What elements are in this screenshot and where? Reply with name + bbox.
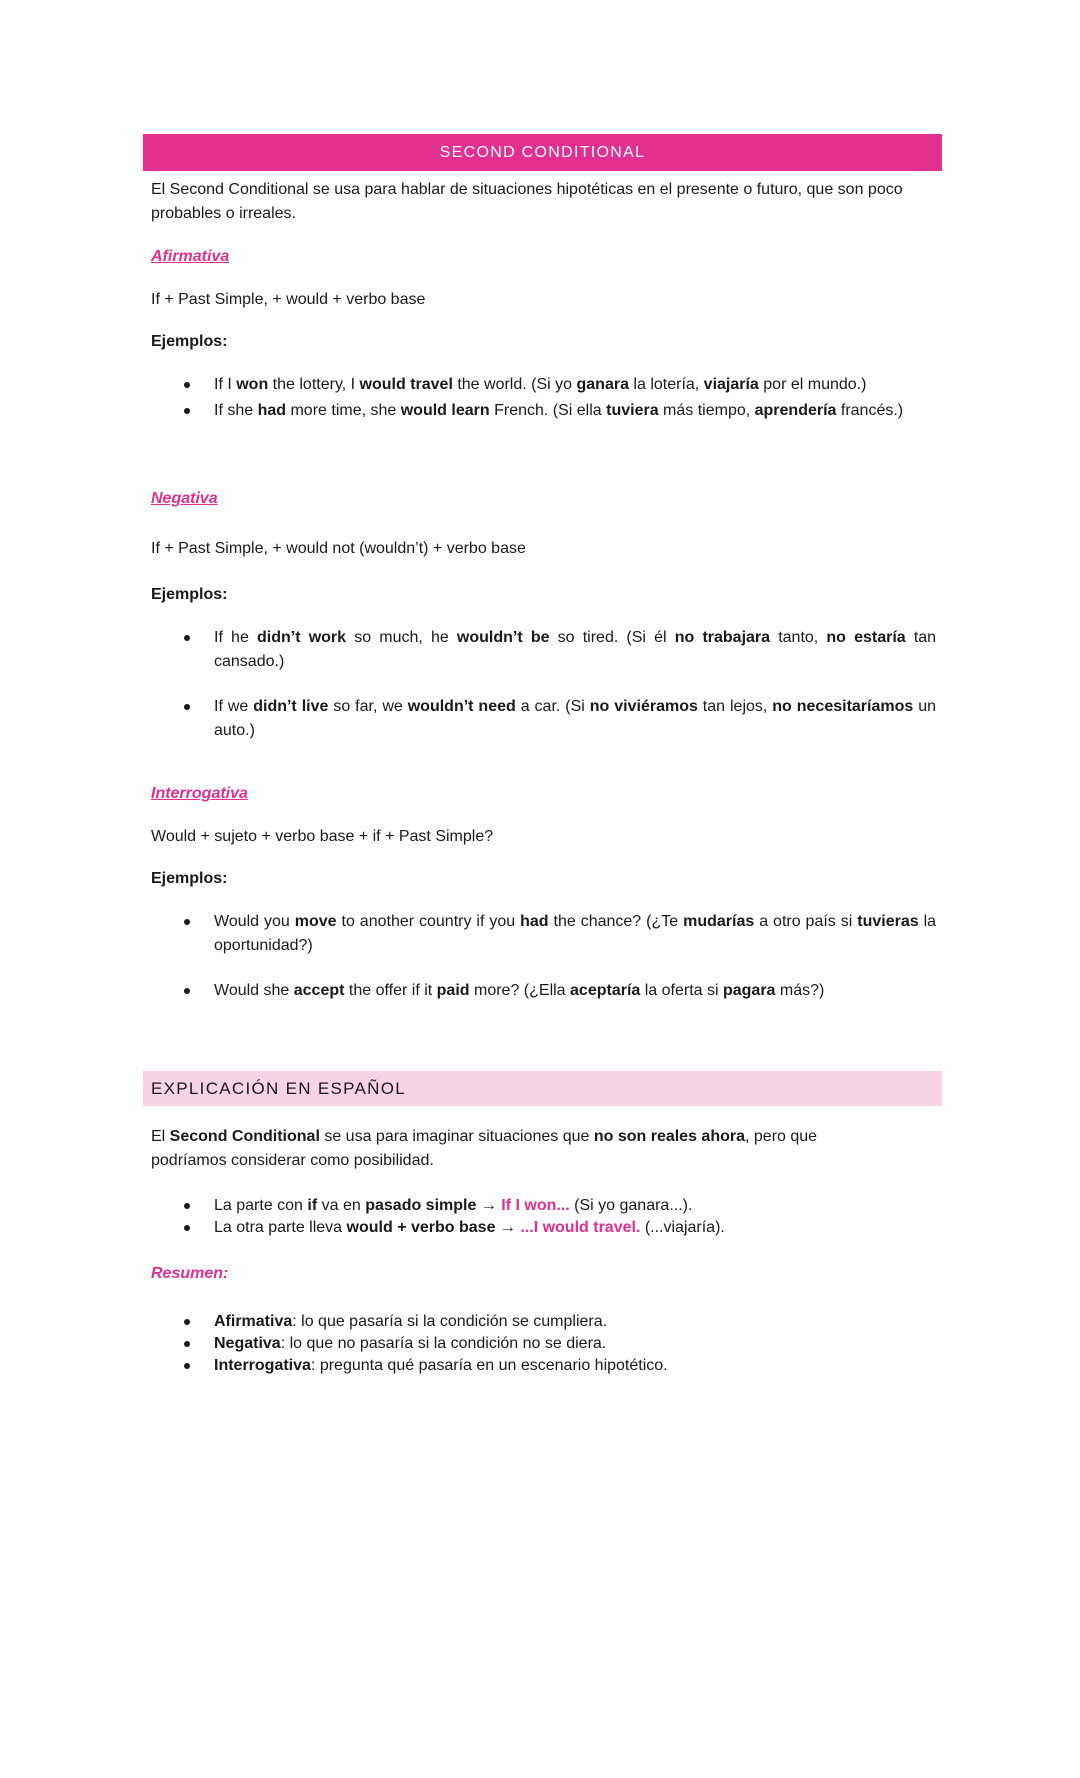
negativa-examples-label: Ejemplos:	[151, 586, 228, 603]
explicacion-banner: EXPLICACIÓN EN ESPAÑOL	[143, 1071, 942, 1106]
afirmativa-example-2: If she had more time, she would learn French. (Si ella tuviera más tiempo, aprendería francés.)	[214, 399, 934, 423]
title-banner: SECOND CONDITIONAL	[143, 134, 942, 171]
afirmativa-heading: Afirmativa	[151, 248, 230, 265]
afirmativa-examples-label: Ejemplos:	[151, 333, 228, 350]
afirmativa-example-1: If I won the lottery, I would travel the world. (Si yo ganara la lotería, viajaría por el mundo.)	[214, 373, 936, 397]
explicacion-bullet-2: La otra parte lleva would + verbo base → ...I would travel. (...viajaría).	[214, 1217, 936, 1239]
interrogativa-examples-label: Ejemplos:	[151, 870, 228, 887]
intro-paragraph: El Second Conditional se usa para hablar de situaciones hipotéticas en el presente o futuro, que son poco probables o irreales.	[151, 181, 903, 222]
interrogativa-example-2: Would she accept the offer if it paid more? (¿Ella aceptaría la oferta si pagara más?)	[214, 979, 936, 1003]
resumen-heading: Resumen:	[151, 1265, 229, 1282]
resumen-item-negativa: Negativa: lo que no pasaría si la condición no se diera.	[214, 1333, 936, 1355]
interrogativa-formula: Would + sujeto + verbo base + if + Past Simple?	[151, 828, 494, 845]
negativa-heading: Negativa	[151, 490, 218, 507]
resumen-item-afirmativa: Afirmativa: lo que pasaría si la condición se cumpliera.	[214, 1311, 936, 1333]
interrogativa-heading: Interrogativa	[151, 785, 248, 802]
negativa-formula: If + Past Simple, + would not (wouldn’t) + verbo base	[151, 540, 526, 557]
explicacion-bullet-1: La parte con if va en pasado simple → If I won... (Si yo ganara...).	[214, 1195, 936, 1217]
negativa-example-2: If we didn’t live so far, we wouldn’t need a car. (Si no viviéramos tan lejos, no necesitaríamos un auto.)	[214, 695, 936, 743]
afirmativa-formula: If + Past Simple, + would + verbo base	[151, 291, 426, 308]
interrogativa-example-1: Would you move to another country if you had the chance? (¿Te mudarías a otro país si tuvieras la oportunidad?)	[214, 910, 936, 958]
explicacion-paragraph: El Second Conditional se usa para imaginar situaciones que no son reales ahora, pero que podríamos considerar como posibilidad.	[151, 1128, 818, 1169]
negativa-example-1: If he didn’t work so much, he wouldn’t be so tired. (Si él no trabajara tanto, no estaría tan cansado.)	[214, 626, 936, 674]
resumen-item-interrogativa: Interrogativa: pregunta qué pasaría en un escenario hipotético.	[214, 1355, 936, 1377]
